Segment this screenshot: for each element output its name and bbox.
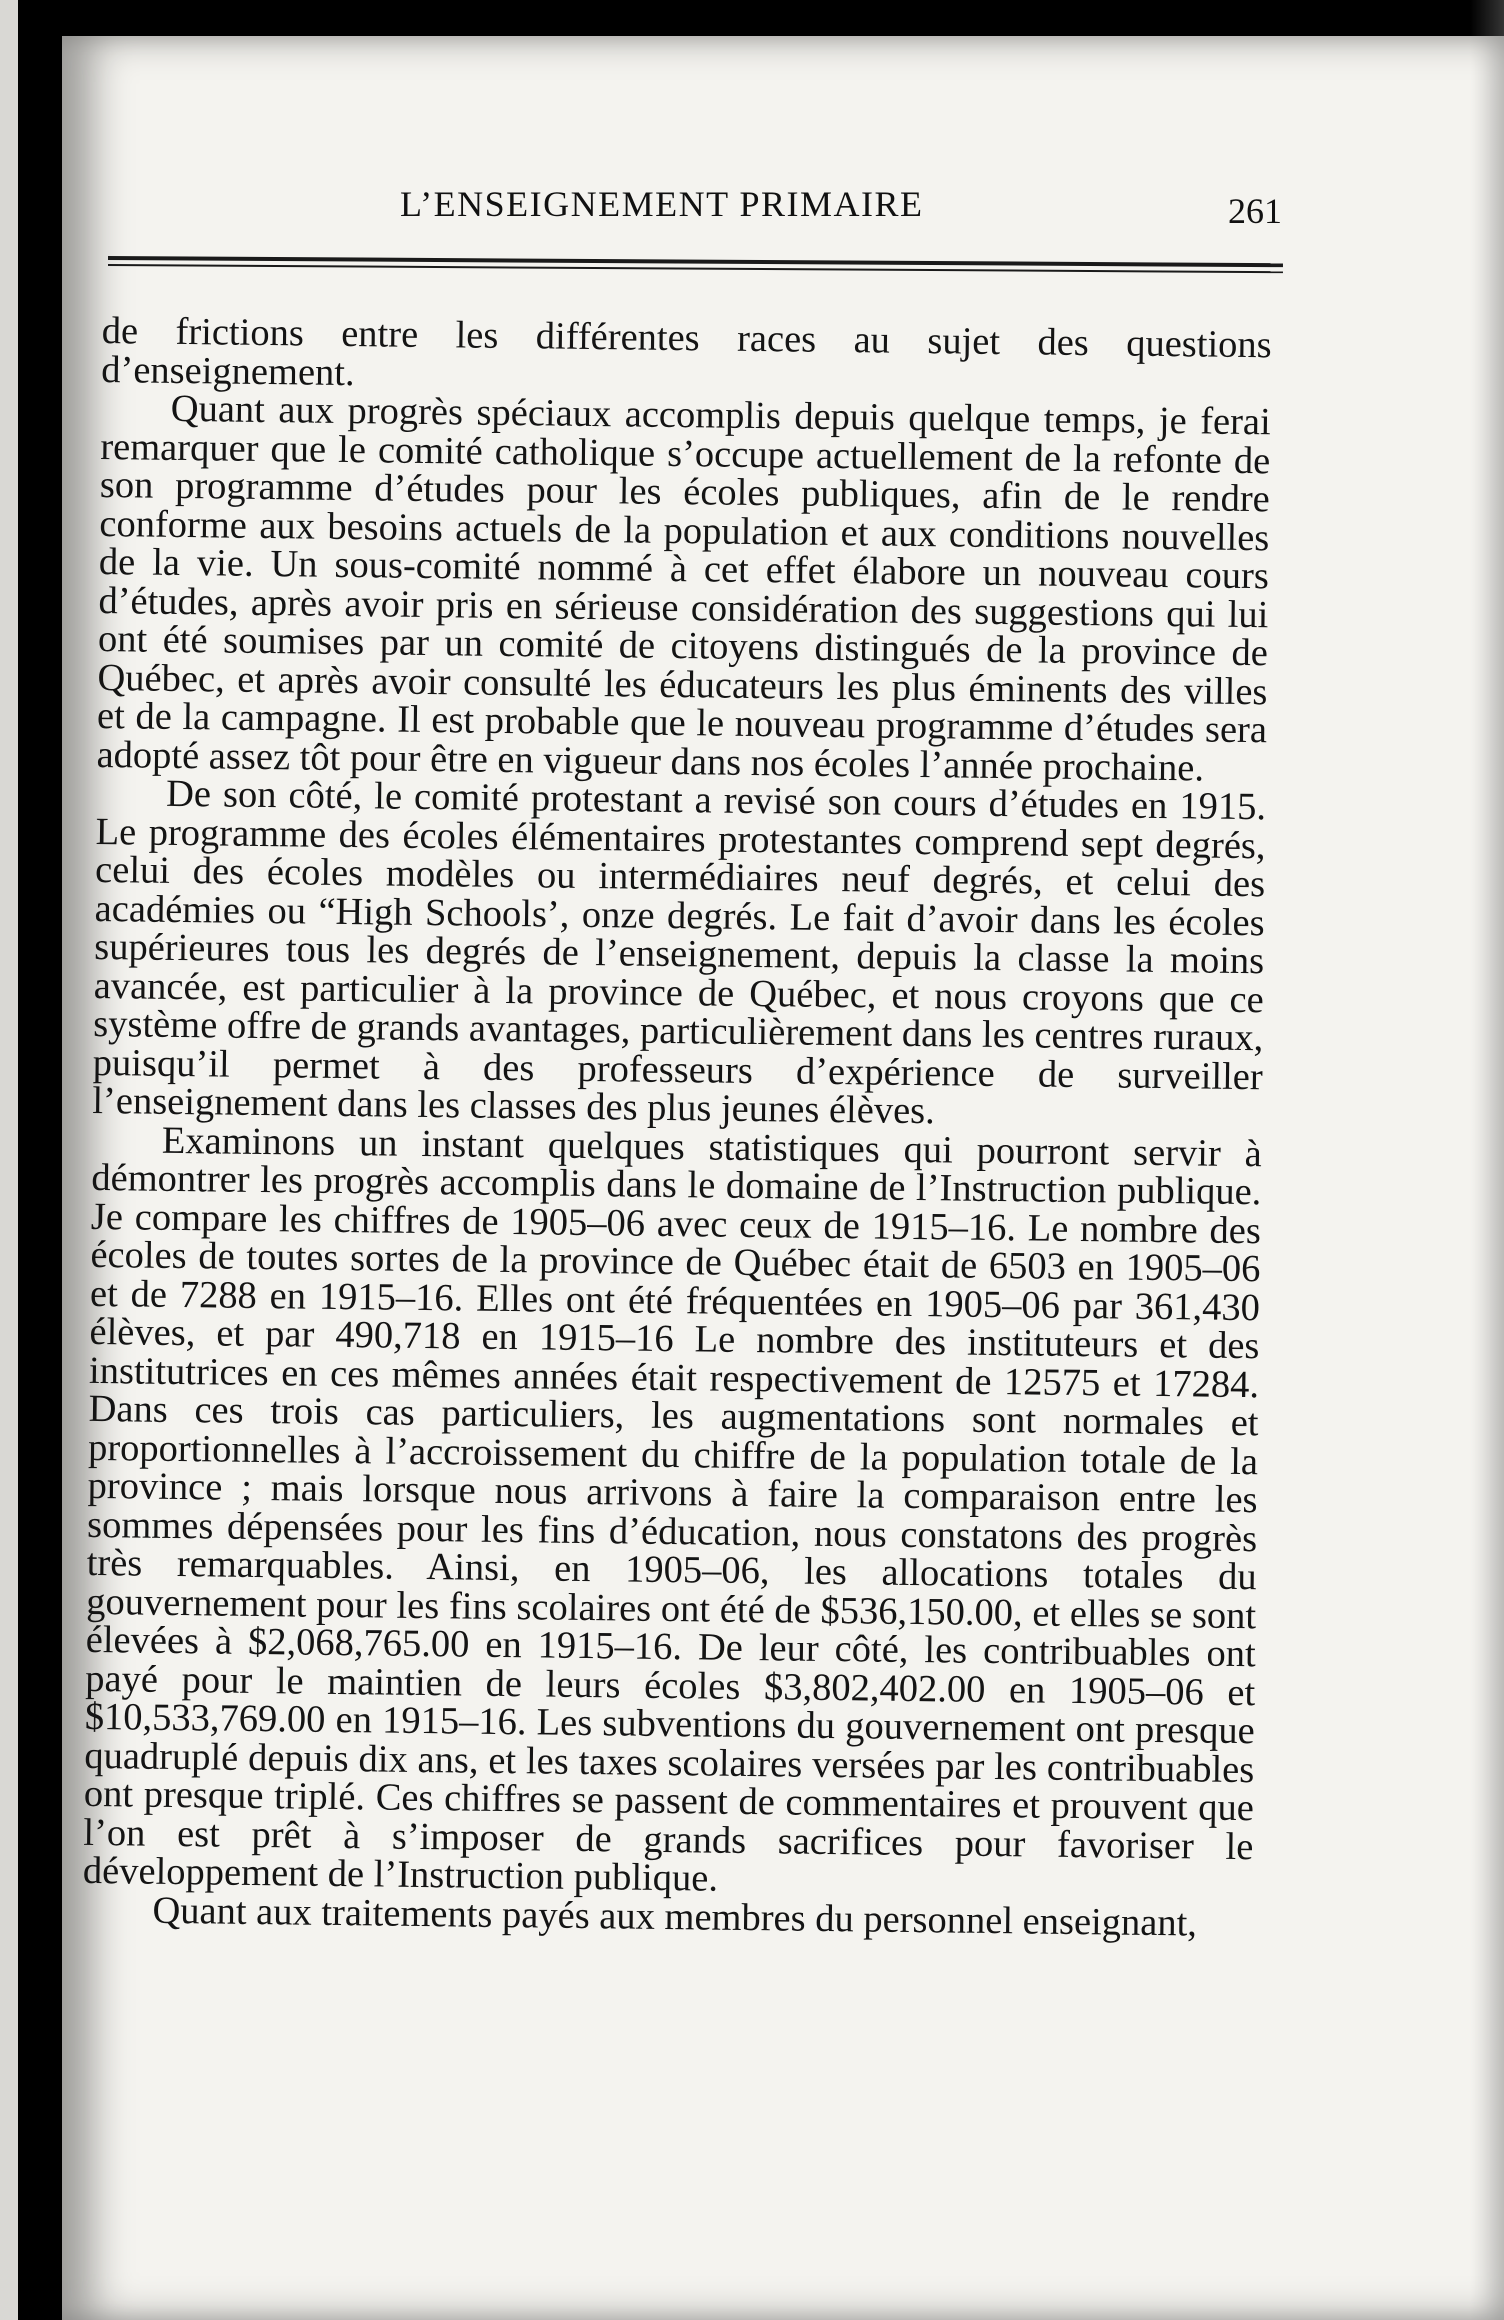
- paragraph-protestant-committee: De son côté, le comité protestant a revisé son cours d’études en 1915. Le programme des écoles élémentaires protestantes comprend sept degrés, celui des écoles modèles ou intermédiaires neuf degrés, et celui des académies ou “High Schools’, onze degrés. Le fait d’avoir dans les écoles supérieures tous les degrés de l’enseignement, depuis la classe la moins avancée, est particulier à la province de Québec, et nous croyons que ce système offre de grands avantages, particulièrement dans les centres ruraux, puisqu’il permet à des professeurs d’expérience de surveiller l’enseignement dans les classes des plus jeunes élèves.: [92, 772, 1267, 1133]
- adjacent-page-edge: [0, 0, 18, 2320]
- page-edge-shadow: [1470, 0, 1504, 2320]
- page-number: 261: [1228, 191, 1282, 231]
- paragraph-catholic-committee: Quant aux progrès spéciaux accomplis depuis quelque temps, je ferai remarquer que le comité catholique s’occupe actuellement de la refonte de son programme d’études pour les écoles publiques, afin de le rendre conforme aux besoins actuels de la population et aux conditions nouvelles de la vie. Un sous-comité nommé à cet effet élabore un nouveau cours d’études, après avoir pris en sérieuse considération des suggestions qui lui ont été soumises par un comité de citoyens distingués de la province de Québec, et après avoir consulté les éducateurs les plus éminents des villes et de la campagne. Il est probable que le nouveau programme d’études sera adopté assez tôt pour être en vigueur dans nos écoles l’année prochaine.: [96, 387, 1271, 789]
- running-head: L’ENSEIGNEMENT PRIMAIRE: [400, 184, 924, 224]
- paragraph-salaries: Quant aux traitements payés aux membres du personnel enseignant,: [152, 1889, 1198, 1944]
- body-text: [82, 312, 1272, 1943]
- paragraph-continuation: de frictions entre les différentes races au sujet des questions d’enseignement.: [101, 310, 1272, 394]
- paragraph-statistics: Examinons un instant quelques statistiques qui pourront servir à démontrer les progrès accomplis dans le domaine de l’Instruction publique. Je compare les chiffres de 1905–06 avec ceux de 1915–16. Le nombre des écoles de toutes sortes de la province de Québec était de 6503 en 1905–06 et de 7288 en 1915–16. Elles ont été fréquentées en 1905–06 par 361,430 élèves, et par 490,718 en 1915–16 Le nombre des instituteurs et des institutrices en ces mêmes années était respectivement de 12575 et 17284. Dans ces trois cas particuliers, les augmentations sont normales et proportionnelles à l’accroissement du chiffre de la population totale de la province ; mais lorsque nous arrivons à faire la comparaison entre les sommes dépensées pour les fins d’éducation, nous constatons des progrès très remarquables. Ainsi, en 1905–06, les allocations totales du gouvernement pour les fins scolaires ont été de $536,150.00, et elles se sont élevées à $2,068,765.00 en 1915–16. De leur côté, les contribuables ont payé pour le maintien de leurs écoles $3,802,402.00 en 1905–06 et $10,533,769.00 en 1915–16. Les subventions du gouvernement ont presque quadruplé depuis dix ans, et les taxes scolaires versées par les contribuables ont presque triplé. Ces chiffres se passent de commentaires et prouvent que l’on est prêt à s’imposer de grands sacrifices pour favoriser le développement de l’Instruction publique.: [82, 1119, 1263, 1900]
